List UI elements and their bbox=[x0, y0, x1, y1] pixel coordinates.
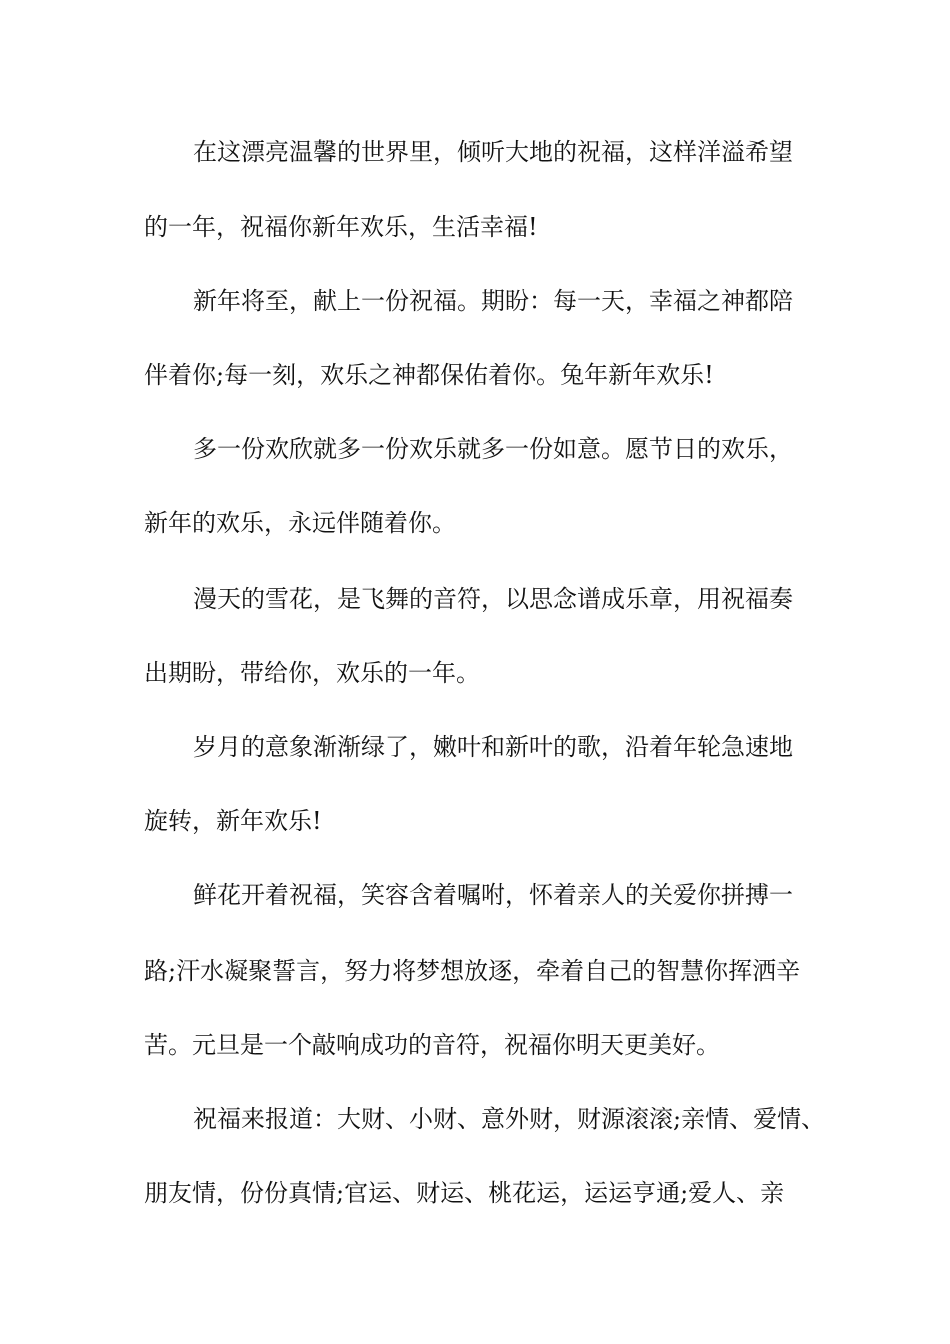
text-line: 旋转，新年欢乐! bbox=[144, 807, 322, 835]
text-line: 漫天的雪花，是飞舞的音符，以思念谱成乐章，用祝福奏 bbox=[193, 585, 793, 613]
text-line: 的一年，祝福你新年欢乐，生活幸福! bbox=[144, 213, 538, 241]
text-line: 伴着你;每一刻，欢乐之神都保佑着你。兔年新年欢乐! bbox=[144, 361, 714, 389]
text-line: 祝福来报道：大财、小财、意外财，财源滚滚;亲情、爱情、 bbox=[193, 1105, 826, 1133]
text-line: 新年将至，献上一份祝福。期盼：每一天，幸福之神都陪 bbox=[193, 287, 793, 315]
text-line: 岁月的意象渐渐绿了，嫩叶和新叶的歌，沿着年轮急速地 bbox=[193, 733, 793, 761]
text-line: 鲜花开着祝福，笑容含着嘱咐，怀着亲人的关爱你拼搏一 bbox=[193, 881, 793, 909]
text-line: 在这漂亮温馨的世界里，倾听大地的祝福，这样洋溢希望 bbox=[193, 138, 793, 166]
text-line: 路;汗水凝聚誓言，努力将梦想放逐，牵着自己的智慧你挥洒辛 bbox=[144, 957, 801, 985]
text-line: 出期盼，带给你，欢乐的一年。 bbox=[144, 659, 480, 687]
text-line: 多一份欢欣就多一份欢乐就多一份如意。愿节日的欢乐， bbox=[193, 435, 793, 463]
text-line: 朋友情，份份真情;官运、财运、桃花运，运运亨通;爱人、亲 bbox=[144, 1179, 785, 1207]
text-line: 新年的欢乐，永远伴随着你。 bbox=[144, 509, 456, 537]
text-line: 苦。元旦是一个敲响成功的音符，祝福你明天更美好。 bbox=[144, 1031, 720, 1059]
